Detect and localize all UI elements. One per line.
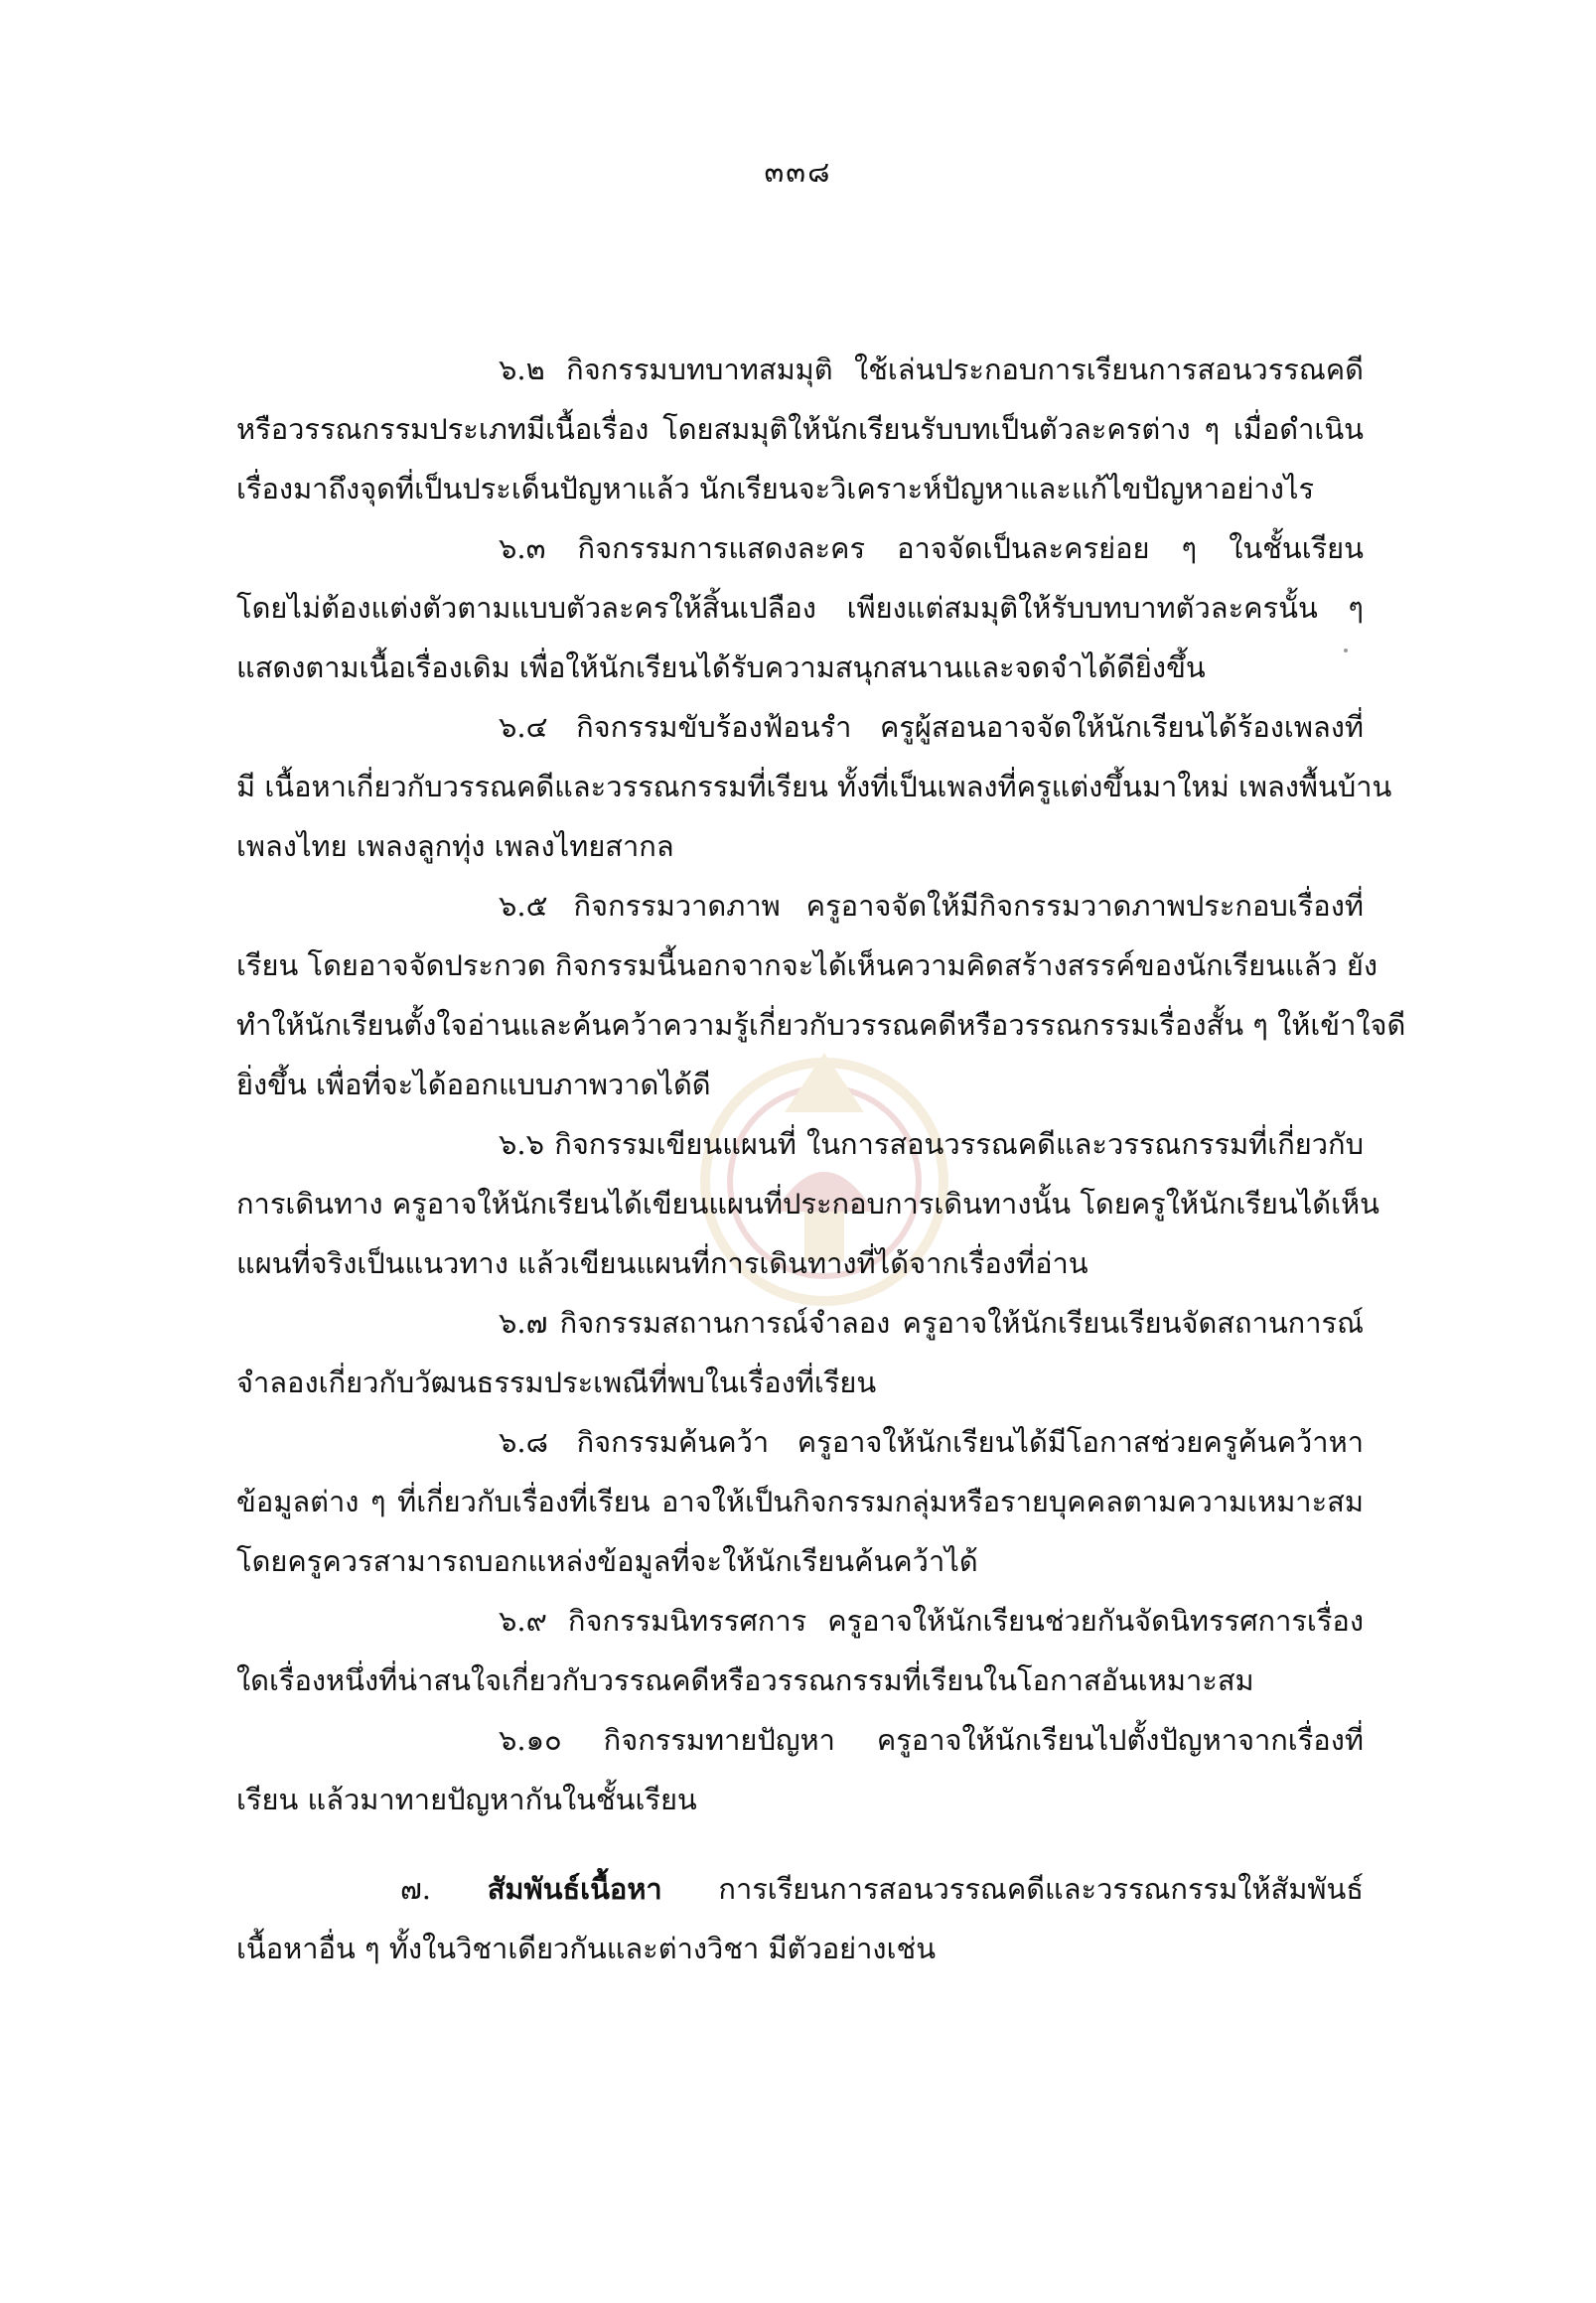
text-line: เนื้อหาอื่น ๆ ทั้งในวิชาเดียวกันและต่างวิชา มีตัวอย่างเช่น [236,1932,937,1965]
text-line: ๖.๑๐ กิจกรรมทายปัญหา ครูอาจให้นักเรียนไปตั้งปัญหาจากเรื่องที่ [499,1723,1364,1757]
text-line: โดยไม่ต้องแต่งตัวตามแบบตัวละครให้สิ้นเปลือง เพียงแต่สมมุติให้รับบทบาทตัวละครนั้น ๆ [236,591,1364,625]
section-7 [236,1859,1364,1978]
paragraph-6-2 [236,340,1364,518]
text-line: เรื่องมาถึงจุดที่เป็นประเด็นปัญหาแล้ว นักเรียนจะวิเคราะห์ปัญหาและแก้ไขปัญหาอย่างไร [236,472,1315,505]
text-line: เรียน โดยอาจจัดประกวด กิจกรรมนี้นอกจากจะได้เห็นความคิดสร้างสรรค์ของนักเรียนแล้ว ยัง [236,948,1378,982]
paragraph-6-4 [236,697,1392,876]
text-line: เรียน แล้วมาทายปัญหากันในชั้นเรียน [236,1783,697,1816]
text-line: ข้อมูลต่าง ๆ ที่เกี่ยวกับเรื่องที่เรียน อาจให้เป็นกิจกรรมกลุ่มหรือรายบุคคลตามความเหมาะสม [236,1485,1364,1518]
text-line: ๖.๓ กิจกรรมการแสดงละคร อาจจัดเป็นละครย่อย ๆ ในชั้นเรียน [499,531,1364,565]
paragraph-6-9 [236,1591,1364,1710]
paragraph-6-3 [236,518,1364,697]
text-line: ๖.๙ กิจกรรมนิทรรศการ ครูอาจให้นักเรียนช่วยกันจัดนิทรรศการเรื่อง [499,1604,1364,1638]
section-7-intro: การเรียนการสอนวรรณคดีและวรรณกรรมให้สัมพันธ์ [718,1872,1364,1906]
text-line: ยิ่งขึ้น เพื่อที่จะได้ออกแบบภาพวาดได้ดี [236,1068,711,1101]
text-line: เพลงไทย เพลงลูกทุ่ง เพลงไทยสากล [236,829,674,863]
paragraph-6-5 [236,876,1406,1114]
text-line: จำลองเกี่ยวกับวัฒนธรรมประเพณีที่พบในเรื่องที่เรียน [236,1366,877,1399]
text-line: ทำให้นักเรียนตั้งใจอ่านและค้นคว้าความรู้เกี่ยวกับวรรณคดีหรือวรรณกรรมเรื่องสั้น ๆ ให้เข้าใจดี [236,1008,1406,1042]
text-line: ใดเรื่องหนึ่งที่น่าสนใจเกี่ยวกับวรรณคดีหรือวรรณกรรมที่เรียนในโอกาสอันเหมาะสม [236,1663,1254,1697]
text-line: หรือวรรณกรรมประเภทมีเนื้อเรื่อง โดยสมมุติให้นักเรียนรับบทเป็นตัวละครต่าง ๆ เมื่อดำเนิน [236,412,1364,446]
text-line: แผนที่จริงเป็นแนวทาง แล้วเขียนแผนที่การเดินทางที่ได้จากเรื่องที่อ่าน [236,1246,1088,1280]
text-line: ๖.๗ กิจกรรมสถานการณ์จำลอง ครูอาจให้นักเรียนเรียนจัดสถานการณ์ [499,1306,1364,1340]
paragraph-6-6 [236,1114,1379,1293]
paragraph-6-8 [236,1412,1364,1591]
page-number: ๓๓๘ [764,155,832,189]
body-text [236,340,1406,1978]
text-line: ๖.๘ กิจกรรมค้นคว้า ครูอาจให้นักเรียนได้มีโอกาสช่วยครูค้นคว้าหา [499,1425,1364,1459]
text-line: ๖.๒ กิจกรรมบทบาทสมมุติ ใช้เล่นประกอบการเรียนการสอนวรรณคดี [499,353,1364,386]
paragraph-6-7 [236,1293,1364,1412]
section-7-title: สัมพันธ์เนื้อหา [487,1872,662,1906]
paragraph-6-10 [236,1710,1364,1829]
text-line: ๖.๖ กิจกรรมเขียนแผนที่ ในการสอนวรรณคดีและวรรณกรรมที่เกี่ยวกับ [499,1127,1364,1161]
text-line: การเดินทาง ครูอาจให้นักเรียนได้เขียนแผนที่ประกอบการเดินทางนั้น โดยครูให้นักเรียนได้เห็น [236,1187,1379,1221]
text-line: มี เนื้อหาเกี่ยวกับวรรณคดีและวรรณกรรมที่เรียน ทั้งที่เป็นเพลงที่ครูแต่งขึ้นมาใหม่ เพลงพื้นบ้าน [236,770,1392,803]
text-line: โดยครูควรสามารถบอกแหล่งข้อมูลที่จะให้นักเรียนค้นคว้าได้ [236,1544,978,1578]
text-line: ๖.๕ กิจกรรมวาดภาพ ครูอาจจัดให้มีกิจกรรมวาดภาพประกอบเรื่องที่ [499,889,1364,923]
section-7-heading-line [236,1859,1364,1919]
text-line: แสดงตามเนื้อเรื่องเดิม เพื่อให้นักเรียนได้รับความสนุกสนานและจดจำได้ดียิ่งขึ้น [236,650,1206,684]
text-line: ๖.๔ กิจกรรมขับร้องฟ้อนรำ ครูผู้สอนอาจจัดให้นักเรียนได้ร้องเพลงที่ [499,710,1364,744]
section-7-number: ๗. [400,1872,432,1906]
